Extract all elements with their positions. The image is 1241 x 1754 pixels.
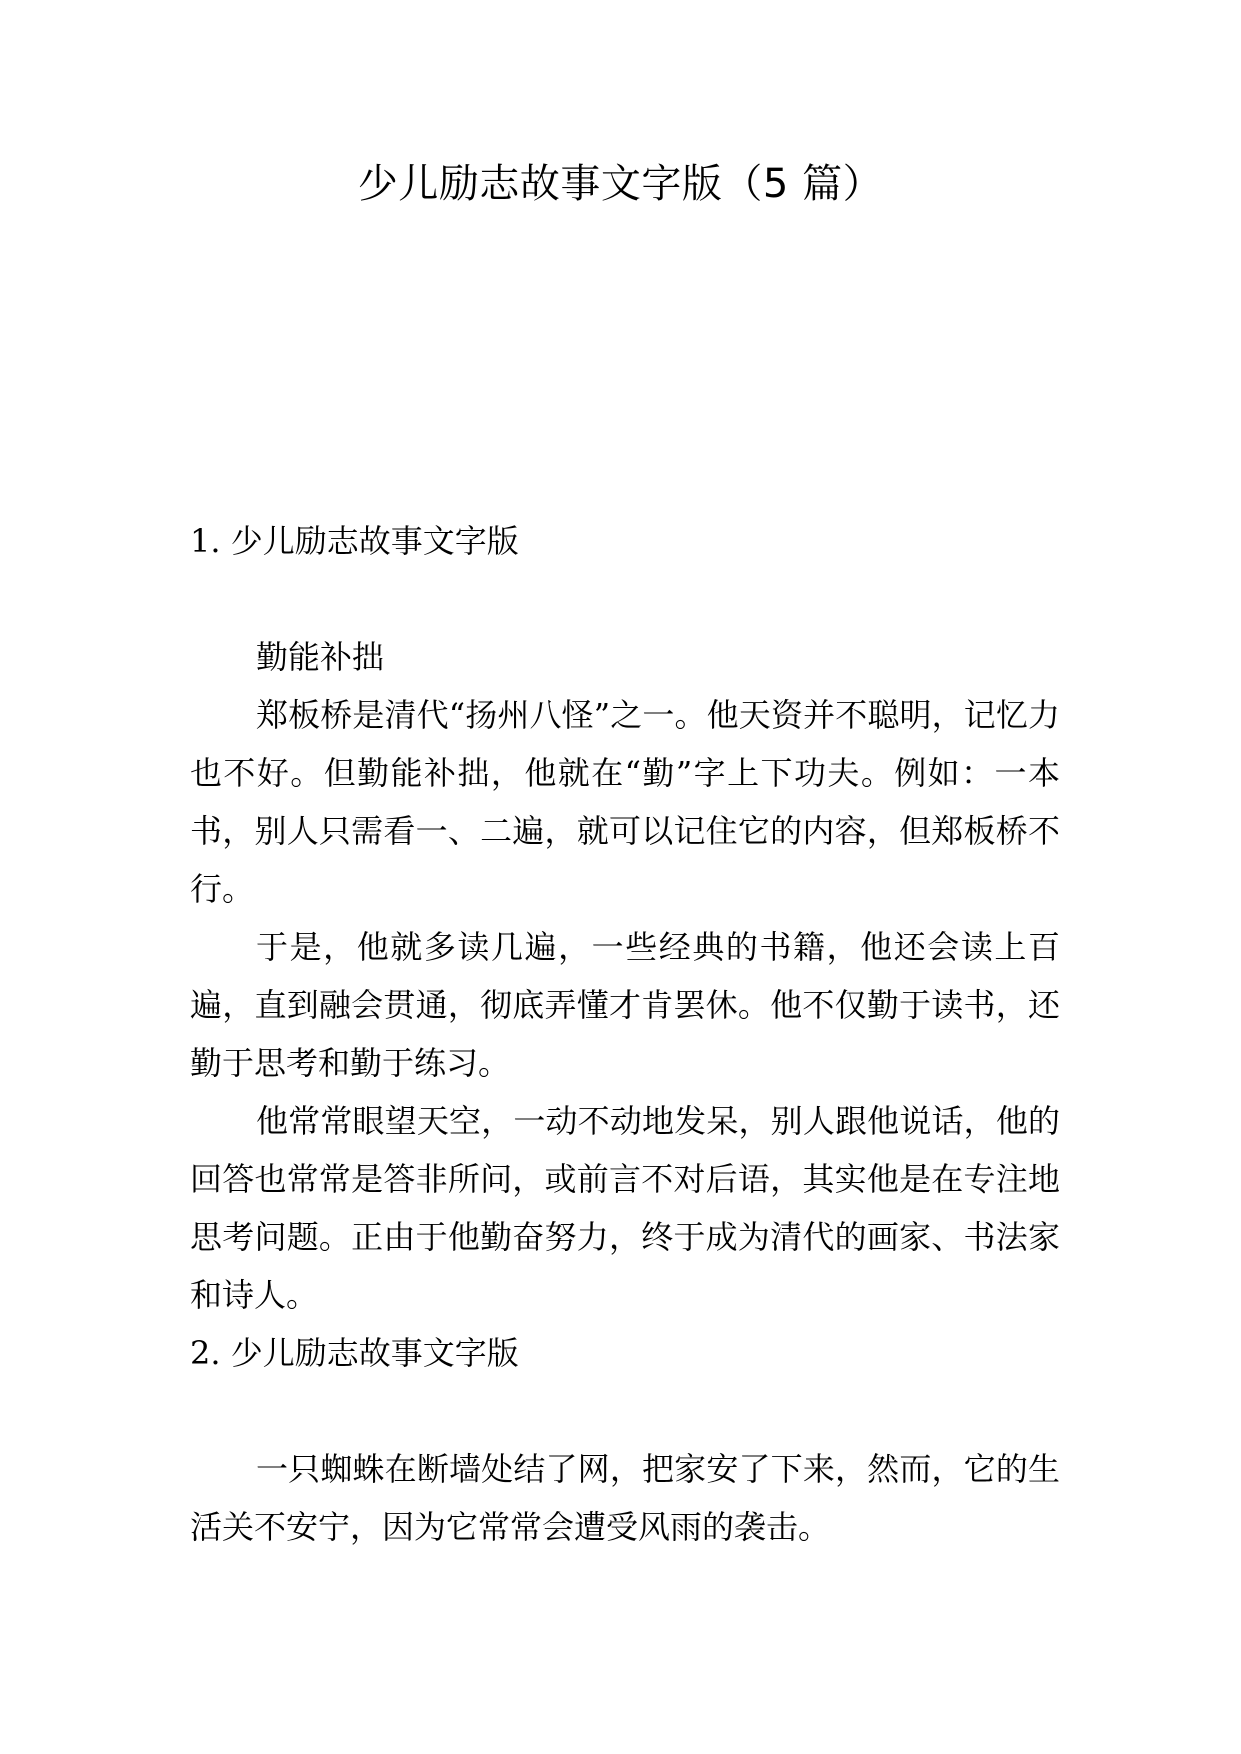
section-heading-1: 1. 少儿励志故事文字版 xyxy=(190,522,519,560)
document-title: 少儿励志故事文字版（5 篇） xyxy=(357,161,884,207)
paragraph-2: 于是，他就多读几遍，一些经典的书籍，他还会读上百遍，直到融会贯通，彻底弄懂才肯罢休。他不仅勤于读书，还勤于思考和勤于练习。 xyxy=(190,928,1060,1082)
section-heading-2: 2. 少儿励志故事文字版 xyxy=(190,1334,519,1372)
story-title: 勤能补拙 xyxy=(256,638,385,676)
paragraph-1: 郑板桥是清代“扬州八怪”之一。他天资并不聪明，记忆力也不好。但勤能补拙，他就在“勤”字上下功夫。例如：一本书，别人只需看一、二遍，就可以记住它的内容，但郑板桥不行。 xyxy=(190,696,1060,908)
paragraph-3: 他常常眼望天空，一动不动地发呆，别人跟他说话，他的回答也常常是答非所问，或前言不对后语，其实他是在专注地思考问题。正由于他勤奋努力，终于成为清代的画家、书法家和诗人。 xyxy=(190,1102,1060,1314)
paragraph-4: 一只蜘蛛在断墙处结了网，把家安了下来，然而，它的生活关不安宁，因为它常常会遭受风雨的袭击。 xyxy=(190,1450,1060,1546)
